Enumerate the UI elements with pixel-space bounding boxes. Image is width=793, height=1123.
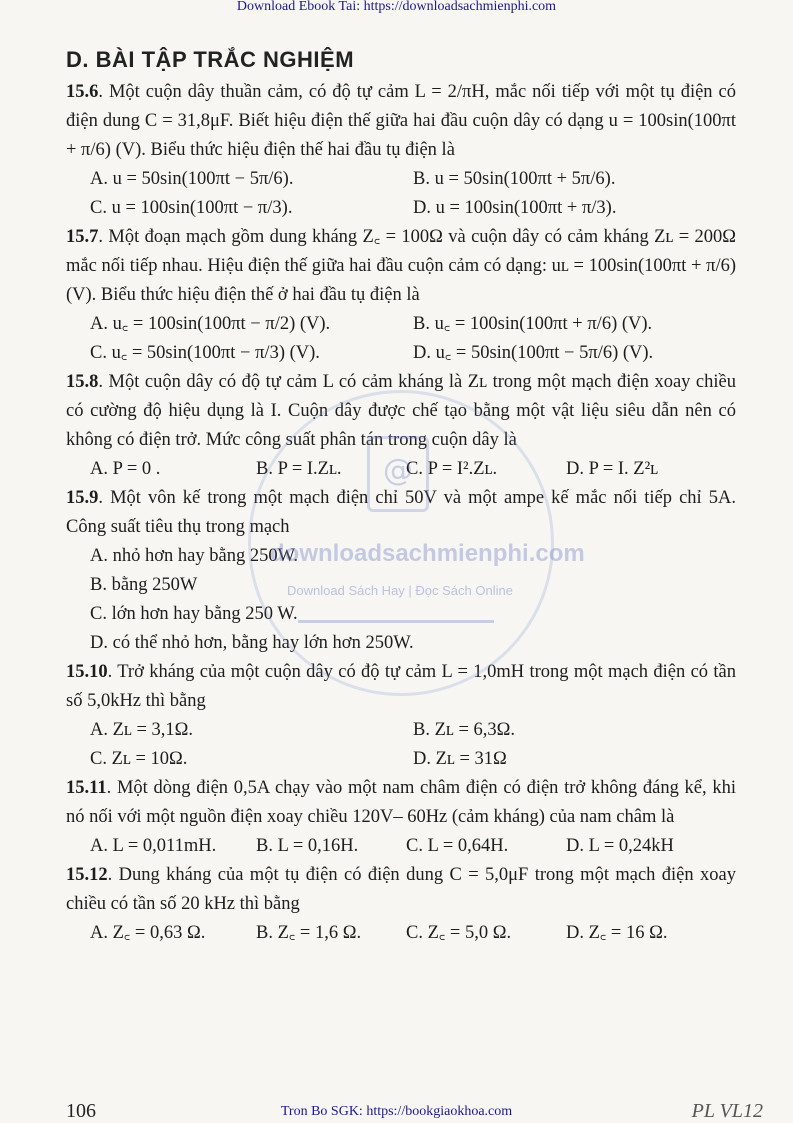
question-text: . Một đoạn mạch gồm dung kháng Z꜀ = 100Ω và cuộn dây có cảm kháng Zʟ = 200Ω mắc nối tiếp nhau. Hiệu điện thế giữa hai đầu cuộn cảm có dạng: uʟ = 100sin(100πt + π/6)(V). Biểu thức hiệu điện thế ở hai đầu tụ điện là: [66, 227, 736, 305]
question-15-6: [66, 78, 736, 223]
option-b: B. bằng 250W: [90, 575, 198, 595]
question-text: . Một cuộn dây có độ tự cảm L có cảm kháng là Zʟ trong một mạch điện xoay chiều có cường độ hiệu dụng là I. Cuộn dây được chế tạo bằng một vật liệu siêu dẫn nên có không có điện trở. Mức công suất phân tán trong cuộn dây là: [66, 372, 736, 450]
option-b: B. Zʟ = 6,3Ω.: [413, 720, 516, 740]
question-text: . Một cuộn dây thuần cảm, có độ tự cảm L = 2/πH, mắc nối tiếp với một tụ điện có điện dung C = 31,8μF. Biết hiệu điện thế giữa hai đầu cuộn dây có dạng u = 100sin(100πt + π/6) (V). Biểu thức hiệu điện thế hai đầu tụ điện là: [66, 82, 736, 160]
option-a: A. nhỏ hơn hay bằng 250W.: [90, 546, 298, 566]
option-a: A. Z꜀ = 0,63 Ω.: [90, 923, 206, 943]
question-number: 15.11: [66, 778, 107, 798]
option-b: B. u = 50sin(100πt + 5π/6).: [413, 169, 616, 189]
option-c: C. P = I².Zʟ.: [406, 459, 498, 479]
page-number: 106: [66, 1100, 96, 1122]
question-number: 15.6: [66, 82, 99, 102]
option-c: C. u꜀ = 50sin(100πt − π/3) (V).: [90, 343, 320, 363]
question-text: . Dung kháng của một tụ điện có điện dung C = 5,0μF trong một mạch điện xoay chiều có tần số 20 kHz thì bằng: [66, 865, 736, 914]
question-number: 15.8: [66, 372, 99, 392]
option-a: A. L = 0,011mH.: [90, 836, 217, 856]
option-b: B. P = I.Zʟ.: [256, 459, 342, 479]
option-a: A. P = 0 .: [90, 459, 161, 479]
watermark-title: downloadsachmienphi.com: [270, 540, 585, 567]
option-d: D. Z꜀ = 16 Ω.: [566, 923, 668, 943]
question-text: . Một vôn kế trong một mạch điện chỉ 50V và một ampe kế mắc nối tiếp chỉ 5A. Công suất tiêu thụ trong mạch: [66, 488, 736, 537]
option-b: B. u꜀ = 100sin(100πt + π/6) (V).: [413, 314, 653, 334]
option-a: A. u = 50sin(100πt − 5π/6).: [90, 169, 294, 189]
question-text: . Trở kháng của một cuộn dây có độ tự cảm L = 1,0mH trong một mạch điện có tần số 5,0kHz thì bằng: [66, 662, 736, 711]
option-a: A. Zʟ = 3,1Ω.: [90, 720, 194, 740]
question-number: 15.12: [66, 865, 108, 885]
option-d: D. có thể nhỏ hơn, bằng hay lớn hơn 250W.: [90, 633, 414, 653]
top-download-link[interactable]: Download Ebook Tai: https://downloadsachmienphi.com: [236, 0, 557, 14]
option-list: [66, 165, 736, 223]
question-15-7: [66, 223, 736, 368]
option-c: C. L = 0,64H.: [406, 836, 509, 856]
question-text: . Một dòng điện 0,5A chạy vào một nam châm điện có điện trở không đáng kể, khi nó nối với một nguồn điện xoay chiều 120V– 60Hz (cảm kháng) của nam châm là: [66, 778, 736, 827]
option-c: C. u = 100sin(100πt − π/3).: [90, 198, 293, 218]
section-heading: D. BÀI TẬP TRẮC NGHIỆM: [66, 47, 355, 72]
question-15-12: [66, 861, 736, 948]
question-number: 15.10: [66, 662, 108, 682]
option-d: D. L = 0,24kH: [566, 836, 674, 856]
question-15-10: [66, 658, 736, 774]
watermark-subtitle: Download Sách Hay | Đọc Sách Online: [287, 583, 513, 598]
option-c: C. lớn hơn hay bằng 250 W.: [90, 604, 298, 624]
option-d: D. u = 100sin(100πt + π/3).: [413, 198, 617, 218]
option-list: [66, 310, 736, 368]
option-b: B. L = 0,16H.: [256, 836, 359, 856]
questions-area: [66, 78, 736, 948]
option-list: [66, 716, 736, 774]
option-c: C. Z꜀ = 5,0 Ω.: [406, 923, 512, 943]
option-list: [66, 832, 736, 861]
option-d: D. Zʟ = 31Ω: [413, 749, 507, 769]
question-number: 15.9: [66, 488, 99, 508]
book-code: PL VL12: [691, 1100, 763, 1122]
book-link[interactable]: Tron Bo SGK: https://bookgiaokhoa.com: [280, 1104, 513, 1119]
option-a: A. u꜀ = 100sin(100πt − π/2) (V).: [90, 314, 331, 334]
option-list: [66, 919, 736, 948]
question-number: 15.7: [66, 227, 99, 247]
question-15-11: [66, 774, 736, 861]
option-b: B. Z꜀ = 1,6 Ω.: [256, 923, 362, 943]
book-icon: @: [367, 436, 429, 512]
watermark-divider: [298, 620, 494, 623]
option-d: D. P = I. Z²ʟ: [566, 459, 659, 479]
option-d: D. u꜀ = 50sin(100πt − 5π/6) (V).: [413, 343, 654, 363]
option-c: C. Zʟ = 10Ω.: [90, 749, 188, 769]
